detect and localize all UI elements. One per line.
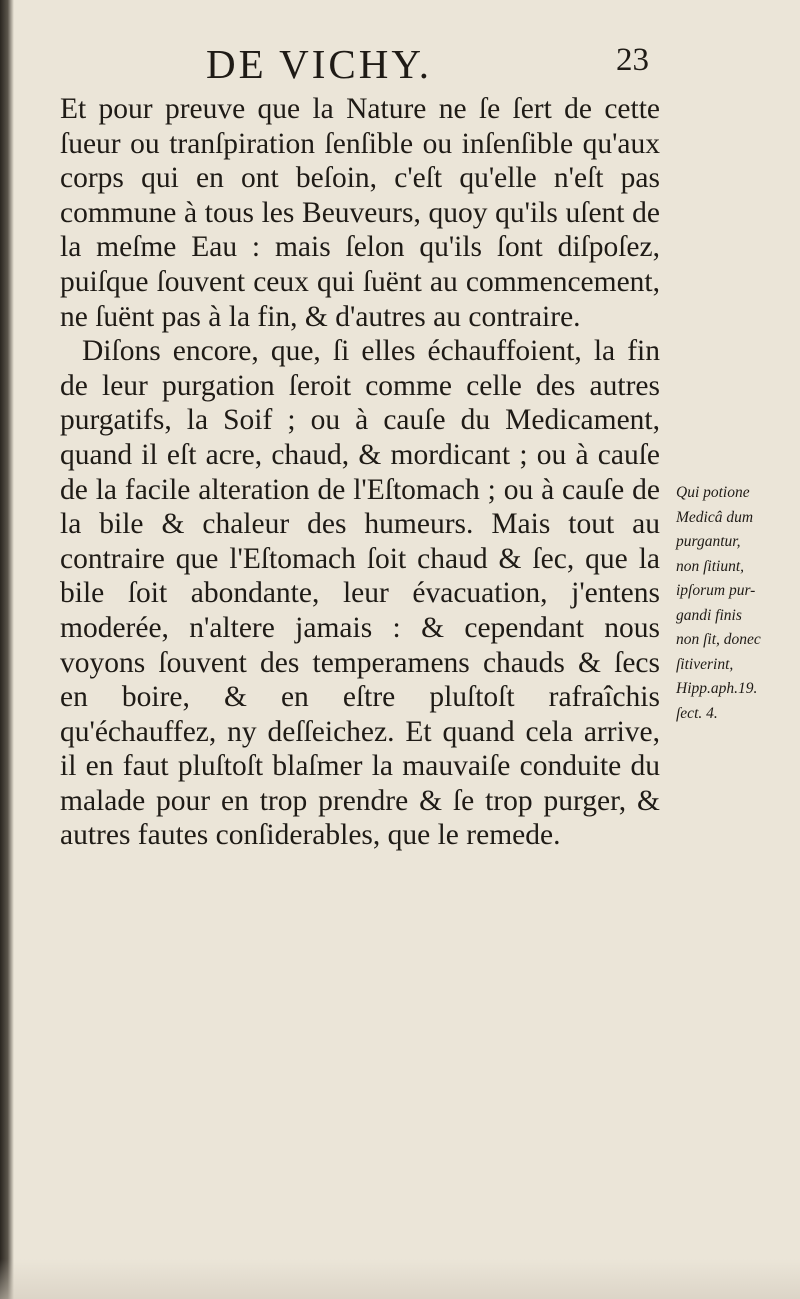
page-edge-shading [0, 1259, 800, 1299]
paragraph-1: Et pour preuve que la Nature ne ſe ſert de cette ſueur ou tranſpiration ſenſible ou inſenſible qu'aux corps qui en ont beſoin, c'eſt qu'elle n'eſt pas commune à tous les Beuveurs, quoy qu'ils uſent de la meſme Eau : mais ſelon qu'ils ſont diſpoſez, puiſque ſouvent ceux qui ſuënt au commencement, ne ſuënt pas à la fin, & d'autres au contraire. [60, 93, 660, 333]
marginal-note-line: purgantur, [676, 533, 741, 550]
paragraph-2: Diſons encore, que, ſi elles échauffoient, la fin de leur purgation ſeroit comme celle des autres purgatifs, la Soif ; ou à cauſe du Medicament, quand il eſt acre, chaud, & mordicant ; ou à cauſe de la facile alteration de l'Eſtomach ; ou à cauſe de la bile & chaleur des humeurs. Mais tout au contraire que l'Eſtomach ſoit chaud & ſec, que la bile ſoit abondante, leur évacuation, j'entens moderée, n'altere jamais : & cependant nous voyons ſouvent des temperamens chauds & ſecs en boire, & en eſtre pluſtoſt rafraîchis qu'échauffez, ny deſſeichez. Et quand cela arrive, il en faut pluſtoſt blaſmer la mauvaiſe conduite du malade pour en trop prendre & ſe trop purger, & autres fautes conſiderables, que le remede. [60, 335, 660, 852]
marginal-note-line: gandi finis [676, 606, 742, 624]
marginal-note-line: ſect. 4. [676, 704, 718, 722]
marginal-note-line: Hipp.aph.19. [676, 680, 758, 697]
page-header [60, 40, 660, 90]
page-number: 23 [616, 42, 649, 78]
main-text [60, 92, 660, 853]
marginal-note [676, 481, 794, 726]
book-spine-shadow [0, 0, 14, 1299]
running-head: DE VICHY. [206, 41, 432, 87]
marginal-note-line: ipſorum pur- [676, 582, 756, 599]
marginal-note-line: non ſit, donec [676, 631, 761, 648]
marginal-note-line: non ſitiunt, [676, 557, 745, 575]
marginal-note-line: Qui potione [676, 484, 750, 501]
marginal-note-line: Medicâ dum [676, 508, 754, 526]
marginal-note-line: ſitiverint, [676, 655, 734, 673]
